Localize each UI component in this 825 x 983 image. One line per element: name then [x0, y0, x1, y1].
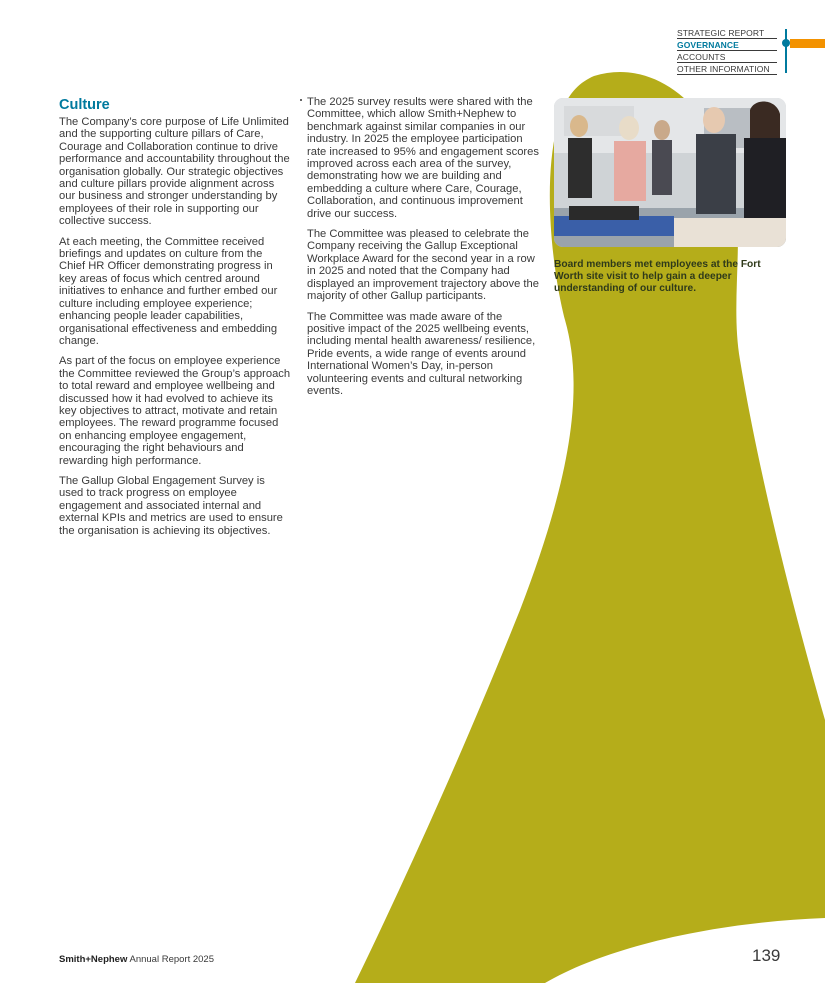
paragraph: The Company’s core purpose of Life Unlimited and the supporting culture pillars of Care, Courage and Collaboration continue to drive performance and accountability throughout the organisation globally. Our strategic objectives and culture pillars provide alignment across our business and stronger understanding by employees of their role in supporting our collective success.	[59, 116, 290, 228]
board-visit-photo	[554, 98, 786, 247]
paragraph: The Committee was made aware of the positive impact of the 2025 wellbeing events, including mental health awareness/ resilience, Pride events, a wide range of events around International Women’s Day, in-person volunteering events and cultural networking events.	[307, 310, 536, 397]
nav-indicator-bar	[790, 39, 825, 48]
photo-illustration	[554, 98, 786, 247]
footer-brand: Smith+Nephew	[59, 954, 128, 965]
paragraph: The Gallup Global Engagement Survey is used to track progress on employee engagement and associated internal and external KPIs and metrics are used to ensure the organisation is achieving its objectives.	[59, 474, 283, 537]
page-number: 139	[752, 946, 781, 965]
nav-indicator-line	[785, 29, 787, 73]
nav-indicator-dot	[782, 39, 790, 47]
nav-item-strategic-report[interactable]: STRATEGIC REPORT	[677, 27, 777, 39]
nav-item-governance[interactable]: GOVERNANCE	[677, 39, 777, 51]
section-heading: Culture	[59, 97, 110, 113]
text-column-middle	[307, 96, 543, 405]
paragraph: The Committee was pleased to celebrate the Company receiving the Gallup Exceptional Workplace Award for the second year in a row in 2025 and noted that the Company had displayed an improvement trajectory above the majority of other Gallup participants.	[307, 228, 539, 303]
paragraph: As part of the focus on employee experience the Committee reviewed the Group’s approach to total reward and employee wellbeing and discussed how it had evolved to achieve its key objectives to attract, motivate and retain employees. The reward programme focused on enhancing employee engagement, encouraging the right behaviours and rewarding high performance.	[59, 355, 291, 467]
paragraph: The 2025 survey results were shared with the Committee, which allow Smith+Nephew to benchmark against similar companies in our industry. In 2025 the employee participation rate increased to 95% and engagement scores improved across each area of the survey, demonstrating how we are building and embedding a culture where Care, Courage, Collaboration, and continuous improvement drive our success.	[307, 96, 539, 220]
text-column-left	[59, 96, 291, 545]
paragraph: At each meeting, the Committee received briefings and updates on culture from the Chief HR Officer demonstrating progress in key areas of focus which centred around initiatives to enhance and further embed our culture including employee experience; enhancing people leader capabilities, organisational effectiveness and embedding change.	[59, 235, 278, 347]
footer	[59, 954, 214, 965]
section-navigator	[677, 27, 777, 75]
photo-caption: Board members met employees at the Fort Worth site visit to help gain a deeper understanding of our culture.	[554, 259, 761, 295]
nav-item-accounts[interactable]: ACCOUNTS	[677, 51, 777, 63]
footer-report-title: Annual Report 2025	[127, 954, 214, 965]
nav-item-other-information[interactable]: OTHER INFORMATION	[677, 63, 777, 75]
column-marker	[300, 99, 302, 101]
